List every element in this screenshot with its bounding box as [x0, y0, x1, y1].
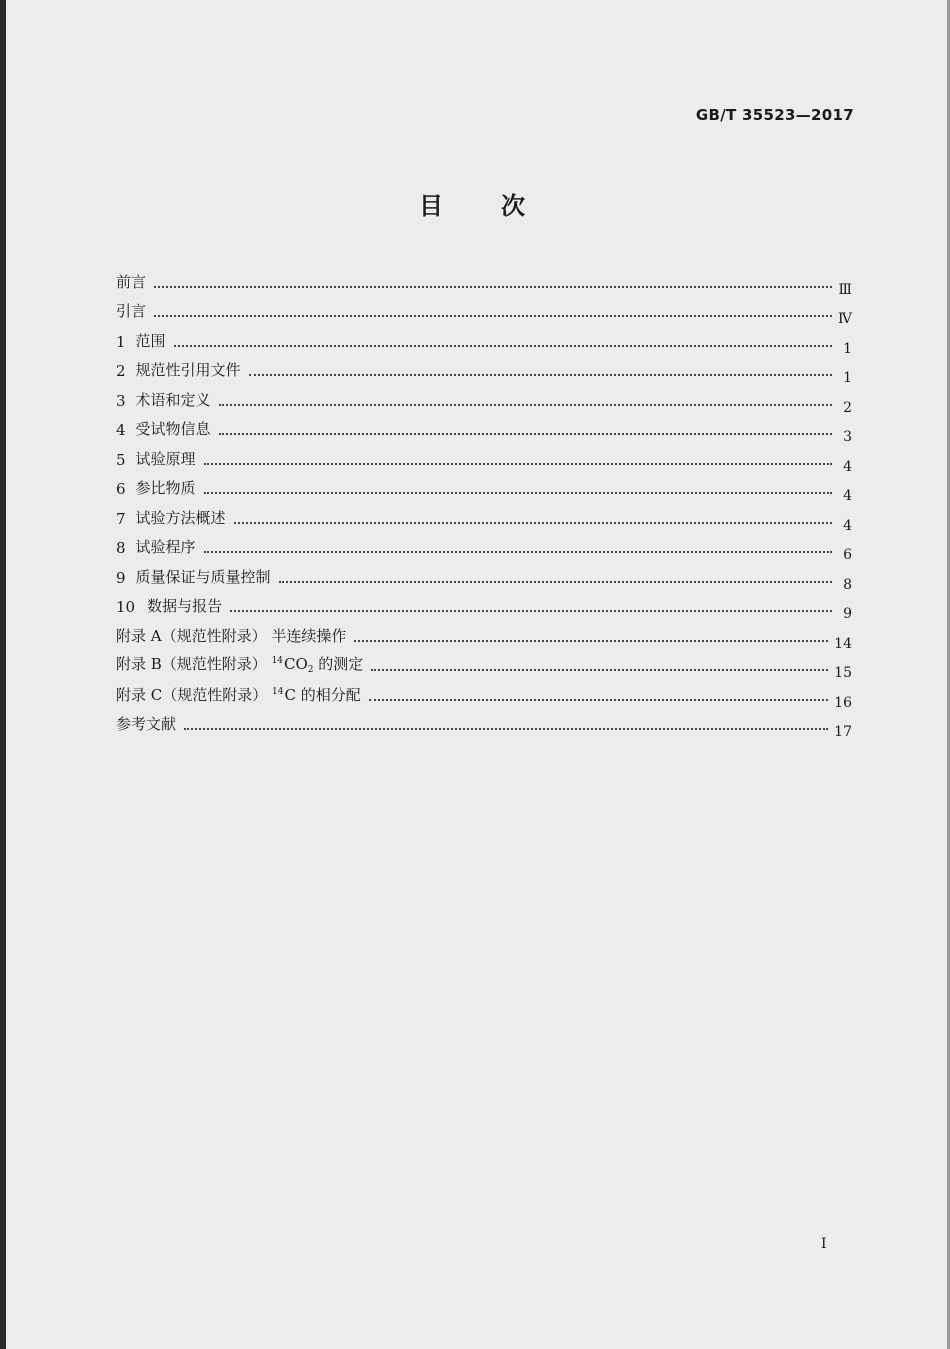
toc-number: 1 — [116, 332, 126, 351]
toc-label: 附录 A（规范性附录） 半连续操作 — [116, 626, 347, 645]
toc-page: 15 — [834, 665, 852, 681]
toc-leader — [354, 640, 828, 642]
formula-subscript: 2 — [307, 665, 314, 675]
toc-label: 范围 — [135, 331, 166, 350]
toc-leader — [230, 610, 832, 612]
toc-label: 参考文献 — [116, 715, 177, 733]
toc-label: 数据与报告 — [147, 597, 223, 615]
toc-leader — [174, 345, 832, 347]
toc-page: Ⅳ — [838, 311, 852, 327]
toc-label: 术语和定义 — [135, 390, 211, 409]
toc-leader — [204, 551, 832, 553]
toc-label: 试验方法概述 — [135, 508, 226, 527]
toc-entry-3[interactable] — [116, 380, 852, 416]
toc-label — [116, 653, 363, 675]
toc-label — [116, 684, 361, 705]
toc-leader — [219, 404, 832, 406]
toc-page: 4 — [843, 458, 852, 475]
toc-label: 试验原理 — [135, 449, 196, 468]
toc-label-main: C 的相分配 — [284, 685, 361, 704]
toc-label-formula: CO — [284, 655, 308, 673]
toc-number: 2 — [116, 362, 126, 380]
toc-entry-2[interactable] — [116, 351, 852, 386]
toc-leader — [204, 463, 832, 465]
toc-number: 6 — [116, 480, 126, 498]
toc-entry-5[interactable] — [116, 439, 852, 475]
toc-leader — [204, 492, 832, 494]
toc-label-suffix: 的测定 — [313, 655, 364, 673]
standard-code: GB/T 35523—2017 — [695, 106, 854, 124]
toc-entry-foreword[interactable] — [116, 262, 852, 298]
toc-leader — [154, 315, 832, 317]
toc-page: Ⅲ — [838, 281, 852, 298]
toc-label: 质量保证与质量控制 — [135, 567, 271, 586]
toc-page: 8 — [843, 576, 852, 593]
toc-entry-6[interactable] — [116, 469, 852, 504]
toc-entry-9[interactable] — [116, 557, 852, 593]
toc-page: 9 — [843, 606, 852, 622]
toc-label: 受试物信息 — [135, 420, 211, 438]
toc-leader — [279, 581, 832, 583]
toc-page: 17 — [834, 724, 852, 740]
toc-entry-4[interactable] — [116, 410, 852, 445]
toc-label-prefix: 附录 B（规范性附录） — [116, 655, 272, 673]
toc-leader — [154, 286, 832, 288]
toc-page: 2 — [843, 399, 852, 416]
toc-label: 规范性引用文件 — [135, 361, 241, 379]
toc-leader — [371, 669, 828, 671]
page-title: 目次 — [419, 192, 583, 220]
toc-entry-annex-c[interactable] — [116, 675, 852, 711]
toc-leader — [184, 728, 828, 730]
toc-page: 4 — [843, 488, 852, 504]
toc-label: 试验程序 — [135, 538, 196, 556]
toc-leader — [219, 433, 832, 435]
toc-label-prefix: 附录 C（规范性附录） — [116, 685, 273, 704]
toc-page: 1 — [843, 340, 852, 357]
isotope-superscript: 14 — [271, 656, 284, 666]
toc-page: 4 — [843, 517, 852, 534]
toc-label: 前言 — [116, 272, 147, 291]
toc-page: 3 — [843, 429, 852, 445]
toc-label: 引言 — [116, 302, 147, 320]
toc-number: 10 — [116, 598, 136, 616]
toc-leader — [369, 699, 828, 701]
toc-entry-1[interactable] — [116, 321, 852, 357]
toc-page: 1 — [843, 370, 852, 386]
toc-entry-7[interactable] — [116, 498, 852, 534]
toc-page: 16 — [834, 694, 852, 711]
toc-leader — [234, 522, 832, 524]
toc-label: 参比物质 — [135, 479, 196, 497]
toc-number: 7 — [116, 509, 126, 528]
toc-leader — [249, 374, 832, 376]
toc-entry-bibliography[interactable] — [116, 705, 852, 740]
toc-page: 6 — [843, 547, 852, 563]
toc-number: 4 — [116, 421, 126, 439]
toc-entry-annex-a[interactable] — [116, 616, 852, 652]
toc-entry-8[interactable] — [116, 528, 852, 563]
toc-number: 3 — [116, 391, 126, 410]
toc-entry-annex-b[interactable] — [116, 646, 852, 681]
toc-entry-10[interactable] — [116, 587, 852, 622]
toc-entry-introduction[interactable] — [116, 292, 852, 327]
toc-number: 9 — [116, 568, 126, 587]
toc-page: 14 — [834, 635, 852, 652]
toc-number: 5 — [116, 450, 126, 469]
table-of-contents — [116, 262, 852, 740]
page-number: I — [821, 1236, 827, 1252]
isotope-superscript: 14 — [272, 686, 284, 697]
toc-number: 8 — [116, 539, 126, 557]
